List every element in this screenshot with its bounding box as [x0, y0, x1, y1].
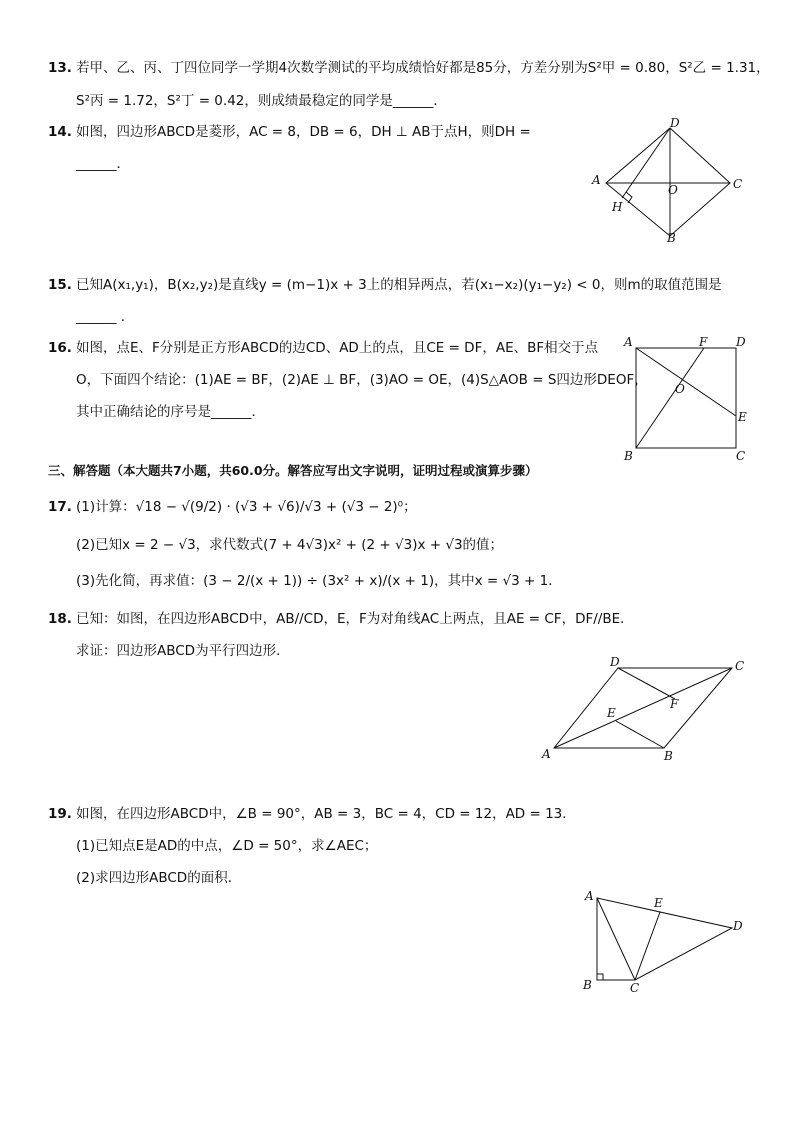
right-angle-mark-b	[597, 974, 603, 980]
q18-number: 18.	[48, 611, 72, 627]
q19-text-1: 如图，在四边形ABCD中，∠B = 90°，AB = 3，BC = 4，CD = 12，AD = 13．	[76, 806, 576, 822]
label-o: O	[675, 382, 685, 396]
segment-ce	[635, 912, 660, 980]
q16-line-1	[48, 336, 598, 356]
label-h: H	[612, 200, 623, 214]
q14-number: 14.	[48, 124, 72, 140]
label-b: B	[664, 749, 673, 763]
label-c: C	[736, 449, 746, 463]
diagonal-ac	[597, 898, 635, 980]
segment-bf	[636, 348, 704, 448]
label-o: O	[668, 183, 678, 197]
label-d: D	[610, 655, 620, 669]
quadrilateral-abcd	[597, 898, 732, 980]
q18-parallelogram-figure	[538, 656, 753, 766]
label-b: B	[667, 231, 676, 245]
rhombus-abcd	[606, 128, 730, 236]
label-f: F	[670, 697, 679, 711]
label-d: D	[670, 116, 680, 130]
q18-line-1	[48, 607, 634, 627]
q18-text-2: 求证：四边形ABCD为平行四边形．	[76, 643, 290, 659]
q16-number: 16.	[48, 340, 72, 356]
label-c: C	[735, 659, 745, 673]
q15-number: 15.	[48, 277, 72, 293]
label-b: B	[624, 449, 633, 463]
label-c: C	[733, 177, 743, 191]
q15-text-2: ______ ．	[76, 309, 135, 325]
q13-text-2: S²丙 = 1.72，S²丁 = 0.42，则成绩最稳定的同学是______．	[76, 93, 447, 109]
label-c: C	[630, 981, 640, 995]
label-a: A	[585, 889, 594, 903]
q13-number: 13.	[48, 60, 72, 76]
q16-text-2: O，下面四个结论：(1)AE = BF，(2)AE ⊥ BF，(3)AO = OE，(4)S△AOB = S四边形DEOF，	[76, 372, 648, 388]
q19-line-1	[48, 802, 576, 822]
label-a: A	[624, 335, 633, 349]
q17-line-1	[48, 495, 417, 515]
q17-number: 17.	[48, 499, 72, 515]
q17-part-2: (2)已知x = 2 − √3，求代数式(7 + 4√3)x² + (2 + √3)x + √3的值；	[76, 537, 504, 553]
q15-text-1: 已知A(x₁,y₁)，B(x₂,y₂)是直线y = (m−1)x + 3上的相异两点，若(x₁−x₂)(y₁−y₂) < 0，则m的取值范围是	[76, 277, 722, 293]
segment-df	[618, 668, 675, 699]
label-a: A	[592, 173, 601, 187]
label-a: A	[542, 747, 551, 761]
label-d: D	[733, 919, 743, 933]
label-e: E	[654, 896, 663, 910]
q14-line-1	[48, 120, 531, 140]
q19-part-1: (1)已知点E是AD的中点，∠D = 50°，求∠AEC；	[76, 838, 378, 854]
q19-part-2: (2)求四边形ABCD的面积．	[76, 870, 242, 886]
label-d: D	[736, 335, 746, 349]
q17-part-3: (3)先化简，再求值：(3 − 2/(x + 1)) ÷ (3x² + x)/(x + 1)，其中x = √3 + 1．	[76, 573, 562, 589]
q18-text-1: 已知：如图，在四边形ABCD中，AB//CD，E，F为对角线AC上两点，且AE = CF，DF//BE．	[76, 611, 634, 627]
q16-square-figure	[622, 336, 752, 461]
right-angle-mark-h	[626, 192, 632, 203]
q14-text-1: 如图，四边形ABCD是菱形，AC = 8，DB = 6，DH ⊥ AB于点H，则DH =	[76, 124, 531, 140]
label-b: B	[583, 978, 592, 992]
segment-ae	[636, 348, 736, 416]
label-f: F	[699, 335, 708, 349]
q19-number: 19.	[48, 806, 72, 822]
label-e: E	[738, 410, 747, 424]
q14-text-2: ______．	[76, 156, 130, 172]
q13-line-1	[48, 56, 770, 76]
segment-be	[616, 721, 664, 748]
label-e: E	[607, 706, 616, 720]
q16-text-1: 如图，点E、F分别是正方形ABCD的边CD、AD上的点，且CE = DF，AE、BF相交于点	[76, 340, 599, 356]
q13-text-1: 若甲、乙、丙、丁四位同学一学期4次数学测试的平均成绩恰好都是85分，方差分别为S²甲 = 0.80，S²乙 = 1.31，	[76, 60, 770, 76]
q14-rhombus-figure	[590, 118, 750, 243]
square-abcd	[636, 348, 736, 448]
section-3-heading: 三、解答题（本大题共7小题，共60.0分。解答应写出文字说明，证明过程或演算步骤）	[48, 463, 538, 478]
q16-text-3: 其中正确结论的序号是______．	[76, 404, 265, 420]
q19-quadrilateral-figure	[580, 888, 750, 998]
q15-line-1	[48, 273, 722, 293]
q17-part-1: (1)计算：√18 − √(9/2) · (√3 + √6)/√3 + (√3 − 2)⁰；	[76, 499, 417, 515]
